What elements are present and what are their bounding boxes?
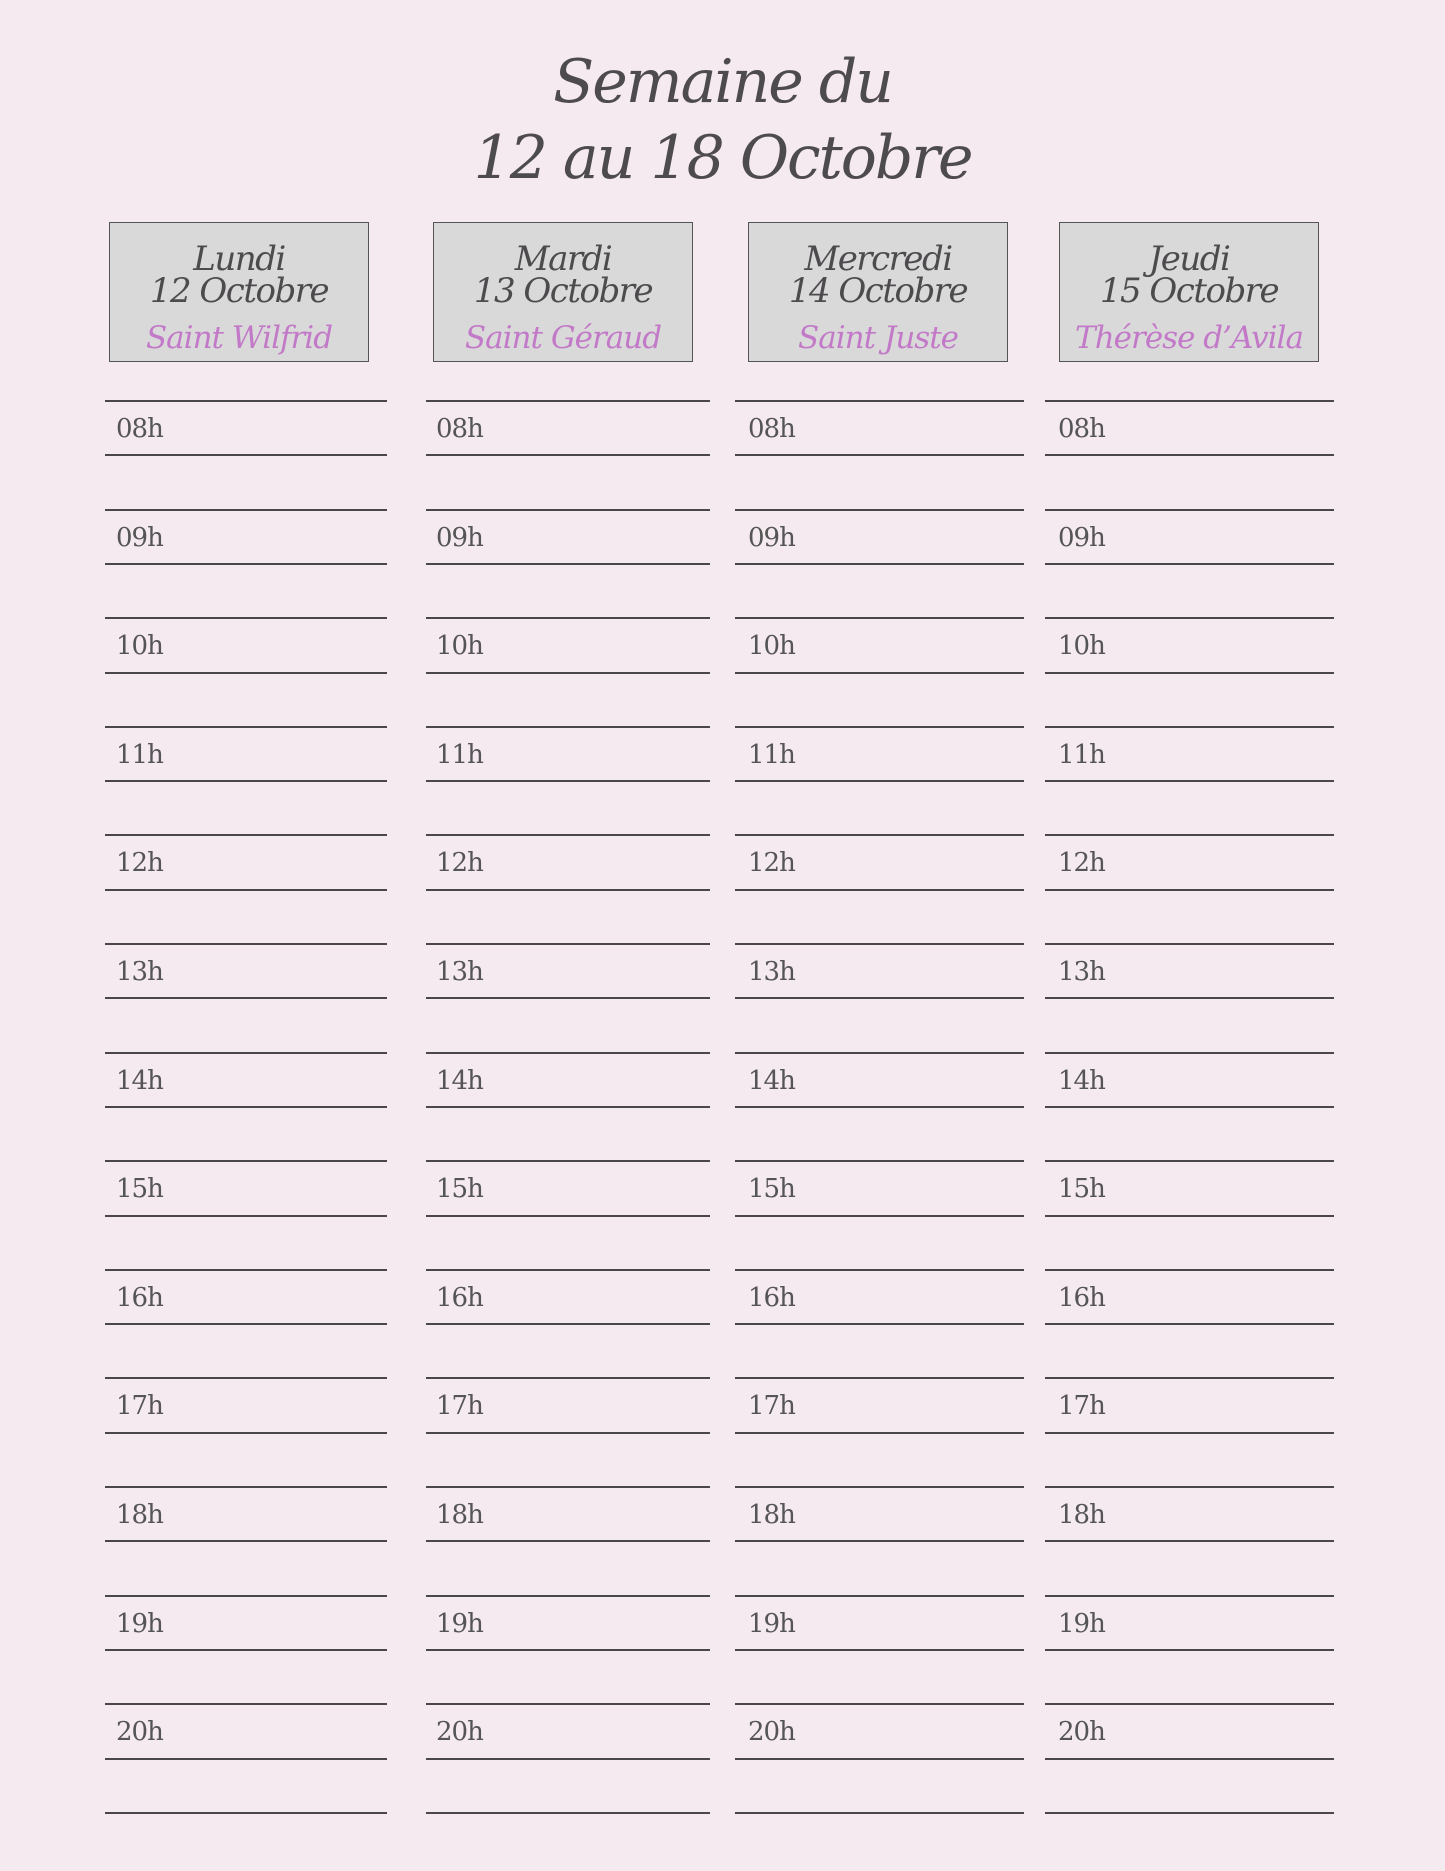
write-line[interactable] [735,509,1024,511]
hour-label: 17h [748,1391,795,1422]
write-line[interactable] [105,1052,387,1054]
write-line[interactable] [735,889,1024,891]
hour-label: 13h [1058,957,1105,987]
write-line[interactable] [1045,726,1334,728]
write-line[interactable] [426,1812,710,1814]
write-line[interactable] [1045,454,1334,456]
write-line[interactable] [1045,834,1334,836]
hour-label: 12h [116,848,163,879]
write-line[interactable] [105,454,387,456]
title-line-2: 12 au 18 Octobre [473,123,972,193]
day-saint: Saint Géraud [464,320,662,356]
hour-label: 08h [116,414,163,444]
page-title [0,44,1445,196]
write-line[interactable] [426,1595,710,1597]
hour-label: 09h [1058,522,1105,553]
write-line[interactable] [105,726,387,728]
hour-label: 13h [436,957,483,987]
write-line[interactable] [105,780,387,782]
write-line[interactable] [105,1432,387,1434]
title-line-1: Semaine du [553,47,892,117]
write-line[interactable] [426,1758,710,1760]
write-line[interactable] [1045,1377,1334,1379]
write-line[interactable] [426,454,710,456]
write-line[interactable] [426,1160,710,1162]
hour-label: 08h [1058,414,1105,444]
write-line[interactable] [735,1649,1024,1651]
day-header-lundi [109,222,369,362]
write-line[interactable] [426,1540,710,1542]
write-line[interactable] [735,1595,1024,1597]
write-line[interactable] [735,997,1024,999]
write-line[interactable] [1045,1432,1334,1434]
write-line[interactable] [735,1215,1024,1217]
hour-label: 14h [1058,1065,1105,1096]
write-line[interactable] [1045,1106,1334,1108]
write-line[interactable] [735,1377,1024,1379]
hour-label: 09h [748,522,795,553]
hour-label: 17h [1058,1391,1105,1422]
write-line[interactable] [426,1377,710,1379]
write-line[interactable] [1045,1323,1334,1325]
hour-label: 08h [748,414,795,444]
write-line[interactable] [735,1323,1024,1325]
day-name: Mardi [514,239,612,279]
hour-label: 14h [436,1065,483,1096]
write-line[interactable] [1045,943,1334,945]
write-line[interactable] [105,1540,387,1542]
write-line[interactable] [105,1160,387,1162]
day-saint: Thérèse d’Avila [1075,320,1303,356]
write-line[interactable] [1045,1215,1334,1217]
write-line[interactable] [1045,780,1334,782]
hour-label: 20h [748,1717,795,1748]
write-line[interactable] [735,454,1024,456]
hour-label: 08h [436,414,483,444]
write-line[interactable] [105,400,387,402]
write-line[interactable] [735,1160,1024,1162]
hour-label: 09h [116,522,163,553]
hour-label: 20h [116,1717,163,1748]
hour-label: 16h [116,1282,163,1313]
write-line[interactable] [105,997,387,999]
day-date: 15 Octobre [1099,271,1279,311]
write-line[interactable] [735,563,1024,565]
write-line[interactable] [426,1323,710,1325]
hour-label: 13h [116,957,163,987]
day-header-jeudi [1059,222,1319,362]
write-line[interactable] [1045,563,1334,565]
write-line[interactable] [105,1649,387,1651]
hour-label: 11h [436,739,483,770]
write-line[interactable] [1045,1649,1334,1651]
write-line[interactable] [426,1215,710,1217]
hour-label: 10h [116,631,163,662]
write-line[interactable] [1045,509,1334,511]
write-line[interactable] [1045,1052,1334,1054]
write-line[interactable] [735,1106,1024,1108]
hour-label: 14h [748,1065,795,1096]
write-line[interactable] [735,726,1024,728]
write-line[interactable] [105,889,387,891]
write-line[interactable] [735,1703,1024,1705]
write-line[interactable] [105,1758,387,1760]
hour-label: 11h [748,739,795,770]
write-line[interactable] [426,726,710,728]
hour-label: 17h [436,1391,483,1422]
day-saint: Saint Wilfrid [145,320,333,356]
write-line[interactable] [105,1486,387,1488]
write-line[interactable] [426,780,710,782]
write-line[interactable] [735,1486,1024,1488]
write-line[interactable] [735,834,1024,836]
write-line[interactable] [1045,672,1334,674]
hour-label: 18h [436,1500,483,1530]
hour-label: 11h [116,739,163,770]
write-line[interactable] [735,1758,1024,1760]
hour-label: 15h [116,1174,163,1205]
hour-label: 19h [748,1608,795,1639]
write-line[interactable] [426,1703,710,1705]
write-line[interactable] [1045,400,1334,402]
hour-label: 09h [436,522,483,553]
day-name: Lundi [193,239,285,279]
write-line[interactable] [1045,1703,1334,1705]
write-line[interactable] [105,1323,387,1325]
write-line[interactable] [1045,1595,1334,1597]
hour-label: 12h [1058,848,1105,879]
hour-label: 13h [748,957,795,987]
write-line[interactable] [1045,889,1334,891]
hour-label: 15h [748,1174,795,1205]
write-line[interactable] [105,1812,387,1814]
hour-label: 10h [1058,631,1105,662]
write-line[interactable] [426,834,710,836]
write-line[interactable] [105,1595,387,1597]
day-header-mardi [433,222,693,362]
hour-label: 15h [436,1174,483,1205]
write-line[interactable] [426,1269,710,1271]
hour-label: 15h [1058,1174,1105,1205]
day-name: Mercredi [804,239,952,279]
day-date: 14 Octobre [788,271,968,311]
write-line[interactable] [735,617,1024,619]
write-line[interactable] [105,563,387,565]
hour-label: 17h [116,1391,163,1422]
write-line[interactable] [426,1649,710,1651]
hour-label: 14h [116,1065,163,1096]
write-line[interactable] [426,1432,710,1434]
write-line[interactable] [1045,617,1334,619]
write-line[interactable] [1045,1540,1334,1542]
write-line[interactable] [735,400,1024,402]
write-line[interactable] [735,780,1024,782]
write-line[interactable] [1045,1269,1334,1271]
hour-label: 18h [116,1500,163,1530]
write-line[interactable] [105,617,387,619]
write-line[interactable] [105,834,387,836]
hour-label: 18h [748,1500,795,1530]
write-line[interactable] [735,1540,1024,1542]
write-line[interactable] [105,943,387,945]
write-line[interactable] [105,1106,387,1108]
write-line[interactable] [426,509,710,511]
write-line[interactable] [105,1215,387,1217]
write-line[interactable] [735,1269,1024,1271]
hour-label: 12h [748,848,795,879]
write-line[interactable] [1045,1758,1334,1760]
write-line[interactable] [426,1052,710,1054]
write-line[interactable] [1045,1160,1334,1162]
write-line[interactable] [735,672,1024,674]
write-line[interactable] [735,943,1024,945]
write-line[interactable] [426,1486,710,1488]
write-line[interactable] [105,672,387,674]
write-line[interactable] [426,617,710,619]
write-line[interactable] [426,563,710,565]
day-date: 12 Octobre [149,271,329,311]
hour-label: 16h [1058,1282,1105,1313]
hour-label: 18h [1058,1500,1105,1530]
write-line[interactable] [1045,997,1334,999]
write-line[interactable] [735,1432,1024,1434]
write-line[interactable] [105,1377,387,1379]
write-line[interactable] [426,672,710,674]
write-line[interactable] [426,1106,710,1108]
write-line[interactable] [105,1703,387,1705]
write-line[interactable] [1045,1812,1334,1814]
day-date: 13 Octobre [473,271,653,311]
write-line[interactable] [1045,1486,1334,1488]
write-line[interactable] [735,1052,1024,1054]
hour-label: 19h [1058,1608,1105,1639]
hour-label: 10h [436,631,483,662]
write-line[interactable] [426,997,710,999]
write-line[interactable] [426,889,710,891]
hour-label: 20h [1058,1717,1105,1748]
hour-label: 12h [436,848,483,879]
hour-label: 16h [436,1282,483,1313]
hour-label: 19h [436,1608,483,1639]
hour-label: 11h [1058,739,1105,770]
write-line[interactable] [426,943,710,945]
hour-label: 20h [436,1717,483,1748]
hour-label: 10h [748,631,795,662]
write-line[interactable] [735,1812,1024,1814]
day-saint: Saint Juste [797,320,958,356]
hour-label: 19h [116,1608,163,1639]
write-line[interactable] [105,509,387,511]
write-line[interactable] [105,1269,387,1271]
day-header-mercredi [748,222,1008,362]
day-name: Jeudi [1148,239,1230,279]
write-line[interactable] [426,400,710,402]
hour-label: 16h [748,1282,795,1313]
